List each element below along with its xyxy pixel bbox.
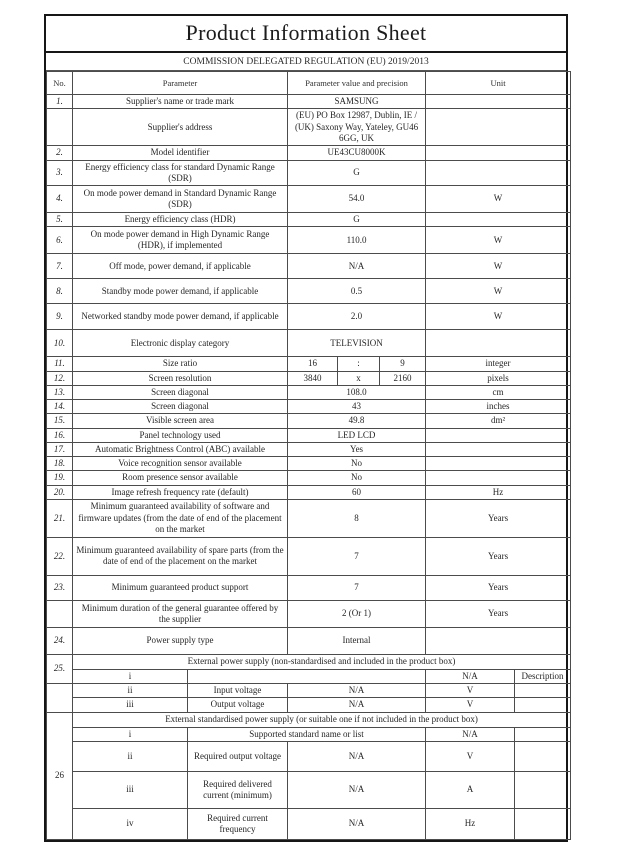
cell-no: 17. <box>47 442 73 456</box>
page-title: Product Information Sheet <box>46 16 566 53</box>
cell-parameter: Size ratio <box>73 357 288 371</box>
cell-description <box>515 808 571 839</box>
cell-unit <box>426 109 571 146</box>
cell-value: N/A <box>288 684 426 698</box>
cell-parameter: On mode power demand in High Dynamic Range (HDR), if implemented <box>73 227 288 254</box>
cell-value: 7 <box>288 575 426 600</box>
cell-value: No <box>288 471 426 485</box>
cell-unit: pixels <box>426 371 571 385</box>
section26-row-iv <box>47 808 571 839</box>
cell-unit: W <box>426 227 571 254</box>
cell-no: 14. <box>47 400 73 414</box>
cell-value: 7 <box>288 537 426 575</box>
cell-subindex: i <box>73 727 188 741</box>
cell-no: 22. <box>47 537 73 575</box>
section25-row-ii <box>47 684 571 698</box>
cell-unit: Years <box>426 499 571 537</box>
cell-parameter: Off mode, power demand, if applicable <box>73 254 288 279</box>
cell-unit: Years <box>426 537 571 575</box>
cell-parameter: Screen diagonal <box>73 385 288 399</box>
table-row <box>47 146 571 160</box>
cell-value-1: 3840 <box>288 371 338 385</box>
cell-parameter: Required current frequency <box>188 808 288 839</box>
cell-parameter: Supplier's address <box>73 109 288 146</box>
cell-value: (EU) PO Box 12987, Dublin, IE / (UK) Saxony Way, Yateley, GU46 6GG, UK <box>288 109 426 146</box>
table-row <box>47 385 571 399</box>
cell-unit <box>426 627 571 654</box>
table-row <box>47 442 571 456</box>
section25-header: External power supply (non-standardised and included in the product box) <box>73 654 571 669</box>
cell-value: 2 (Or 1) <box>288 600 426 627</box>
table-row <box>47 471 571 485</box>
cell-unit: N/A <box>426 669 515 683</box>
cell-unit: W <box>426 279 571 304</box>
cell-subindex: iii <box>73 771 188 808</box>
cell-unit <box>426 457 571 471</box>
table-row <box>47 485 571 499</box>
cell-no: 11. <box>47 357 73 371</box>
cell-no: 25. <box>47 654 73 683</box>
cell-parameter: Standby mode power demand, if applicable <box>73 279 288 304</box>
cell-unit: integer <box>426 357 571 371</box>
cell-parameter: Room presence sensor available <box>73 471 288 485</box>
table-row-resolution <box>47 371 571 385</box>
cell-value: LED LCD <box>288 428 426 442</box>
cell-value-2: 9 <box>380 357 426 371</box>
section26-row-i <box>47 727 571 741</box>
table-row <box>47 457 571 471</box>
cell-value: N/A <box>288 771 426 808</box>
cell-value: Yes <box>288 442 426 456</box>
cell-value: N/A <box>288 254 426 279</box>
cell-subindex: ii <box>73 684 188 698</box>
cell-value: UE43CU8000K <box>288 146 426 160</box>
cell-parameter: Output voltage <box>188 698 288 712</box>
cell-value: 8 <box>288 499 426 537</box>
cell-value: G <box>288 160 426 186</box>
table-header-row <box>47 72 571 95</box>
cell-description <box>515 684 571 698</box>
cell-unit: W <box>426 186 571 213</box>
cell-no: 6. <box>47 227 73 254</box>
cell-description <box>515 727 571 741</box>
cell-no: 18. <box>47 457 73 471</box>
table-row <box>47 414 571 428</box>
cell-unit: A <box>426 771 515 808</box>
cell-parameter: Minimum duration of the general guarantee offered by the supplier <box>73 600 288 627</box>
cell-no: 23. <box>47 575 73 600</box>
cell-no: 16. <box>47 428 73 442</box>
cell-parameter: Image refresh frequency rate (default) <box>73 485 288 499</box>
table-row <box>47 400 571 414</box>
cell-no: 19. <box>47 471 73 485</box>
regulation-subtitle: COMMISSION DELEGATED REGULATION (EU) 2019/2013 <box>46 53 566 71</box>
header-value: Parameter value and precision <box>288 72 426 95</box>
header-unit: Unit <box>426 72 571 95</box>
cell-unit <box>426 160 571 186</box>
cell-value-separator: : <box>338 357 380 371</box>
table-row <box>47 627 571 654</box>
cell-no: 20. <box>47 485 73 499</box>
cell-description <box>515 698 571 712</box>
cell-no: 12. <box>47 371 73 385</box>
cell-value: G <box>288 213 426 227</box>
cell-value: 110.0 <box>288 227 426 254</box>
table-row <box>47 279 571 304</box>
cell-parameter: Minimum guaranteed availability of software and firmware updates (from the date of end of the placement on the market <box>73 499 288 537</box>
product-information-sheet <box>44 14 568 842</box>
cell-parameter: Supplier's name or trade mark <box>73 95 288 109</box>
cell-subindex: i <box>73 669 188 683</box>
cell-value: 49.8 <box>288 414 426 428</box>
table-row <box>47 254 571 279</box>
cell-unit: V <box>426 698 515 712</box>
cell-parameter: Visible screen area <box>73 414 288 428</box>
cell-no: 10. <box>47 330 73 357</box>
cell-value: Internal <box>288 627 426 654</box>
cell-value: N/A <box>288 741 426 771</box>
table-row <box>47 227 571 254</box>
cell-value: N/A <box>288 698 426 712</box>
cell-value-separator: x <box>338 371 380 385</box>
cell-value: No <box>288 457 426 471</box>
cell-parameter: Panel technology used <box>73 428 288 442</box>
cell-subindex: iv <box>73 808 188 839</box>
cell-parameter: Input voltage <box>188 684 288 698</box>
section26-header-row <box>47 712 571 727</box>
cell-value: 60 <box>288 485 426 499</box>
cell-value: N/A <box>288 808 426 839</box>
cell-subindex: ii <box>73 741 188 771</box>
cell-unit <box>426 146 571 160</box>
cell-parameter: Minimum guaranteed product support <box>73 575 288 600</box>
cell-unit: V <box>426 684 515 698</box>
cell-unit <box>426 95 571 109</box>
cell-parameter: Electronic display category <box>73 330 288 357</box>
cell-unit: Years <box>426 600 571 627</box>
cell-no: 3. <box>47 160 73 186</box>
cell-unit <box>426 442 571 456</box>
cell-no: 13. <box>47 385 73 399</box>
cell-no: 5. <box>47 213 73 227</box>
cell-value: 54.0 <box>288 186 426 213</box>
cell-wide-empty <box>188 669 426 683</box>
section25-row-i <box>47 669 571 683</box>
table-row-size-ratio <box>47 357 571 371</box>
cell-unit: N/A <box>426 727 515 741</box>
sheet-frame <box>44 14 568 842</box>
cell-unit <box>426 428 571 442</box>
table-row <box>47 213 571 227</box>
cell-value: SAMSUNG <box>288 95 426 109</box>
cell-no: 15. <box>47 414 73 428</box>
cell-parameter: Networked standby mode power demand, if applicable <box>73 304 288 330</box>
cell-parameter: Automatic Brightness Control (ABC) available <box>73 442 288 456</box>
section26-row-iii <box>47 771 571 808</box>
cell-unit <box>426 213 571 227</box>
table-row <box>47 95 571 109</box>
cell-parameter: Model identifier <box>73 146 288 160</box>
cell-parameter-wide: Supported standard name or list <box>188 727 426 741</box>
table-row <box>47 600 571 627</box>
cell-unit: Hz <box>426 485 571 499</box>
cell-unit: Years <box>426 575 571 600</box>
cell-no: 9. <box>47 304 73 330</box>
cell-parameter: Required output voltage <box>188 741 288 771</box>
cell-parameter: Screen resolution <box>73 371 288 385</box>
cell-no: 26 <box>47 712 73 839</box>
cell-value: 43 <box>288 400 426 414</box>
table-row <box>47 186 571 213</box>
cell-unit: inches <box>426 400 571 414</box>
cell-unit: W <box>426 304 571 330</box>
cell-value-2: 2160 <box>380 371 426 385</box>
cell-unit: W <box>426 254 571 279</box>
cell-value: 0.5 <box>288 279 426 304</box>
cell-no <box>47 109 73 146</box>
table-row <box>47 537 571 575</box>
table-row <box>47 499 571 537</box>
cell-parameter: On mode power demand in Standard Dynamic Range (SDR) <box>73 186 288 213</box>
cell-parameter: Power supply type <box>73 627 288 654</box>
cell-no <box>47 600 73 627</box>
section25-header-row <box>47 654 571 669</box>
section26-row-ii <box>47 741 571 771</box>
cell-parameter: Minimum guaranteed availability of spare parts (from the date of end of the placement on the market <box>73 537 288 575</box>
cell-value: 108.0 <box>288 385 426 399</box>
cell-no: 4. <box>47 186 73 213</box>
cell-no-empty <box>47 684 73 713</box>
cell-no: 24. <box>47 627 73 654</box>
cell-value-1: 16 <box>288 357 338 371</box>
cell-unit: cm <box>426 385 571 399</box>
cell-unit: dm² <box>426 414 571 428</box>
cell-parameter: Screen diagonal <box>73 400 288 414</box>
table-row <box>47 160 571 186</box>
cell-description <box>515 771 571 808</box>
cell-no: 7. <box>47 254 73 279</box>
cell-parameter: Required delivered current (minimum) <box>188 771 288 808</box>
cell-value: 2.0 <box>288 304 426 330</box>
cell-no: 8. <box>47 279 73 304</box>
header-no: No. <box>47 72 73 95</box>
table-row <box>47 428 571 442</box>
cell-unit <box>426 330 571 357</box>
product-info-table <box>46 71 571 840</box>
cell-subindex: iii <box>73 698 188 712</box>
cell-description <box>515 741 571 771</box>
table-row <box>47 330 571 357</box>
cell-parameter: Voice recognition sensor available <box>73 457 288 471</box>
cell-unit: Hz <box>426 808 515 839</box>
section26-header: External standardised power supply (or suitable one if not included in the product box) <box>73 712 571 727</box>
table-row <box>47 575 571 600</box>
cell-no: 2. <box>47 146 73 160</box>
cell-unit: V <box>426 741 515 771</box>
cell-unit <box>426 471 571 485</box>
header-parameter: Parameter <box>73 72 288 95</box>
section25-row-iii <box>47 698 571 712</box>
cell-description: Description <box>515 669 571 683</box>
cell-parameter: Energy efficiency class for standard Dynamic Range (SDR) <box>73 160 288 186</box>
cell-parameter: Energy efficiency class (HDR) <box>73 213 288 227</box>
table-row <box>47 304 571 330</box>
cell-no: 1. <box>47 95 73 109</box>
cell-value: TELEVISION <box>288 330 426 357</box>
table-row <box>47 109 571 146</box>
cell-no: 21. <box>47 499 73 537</box>
